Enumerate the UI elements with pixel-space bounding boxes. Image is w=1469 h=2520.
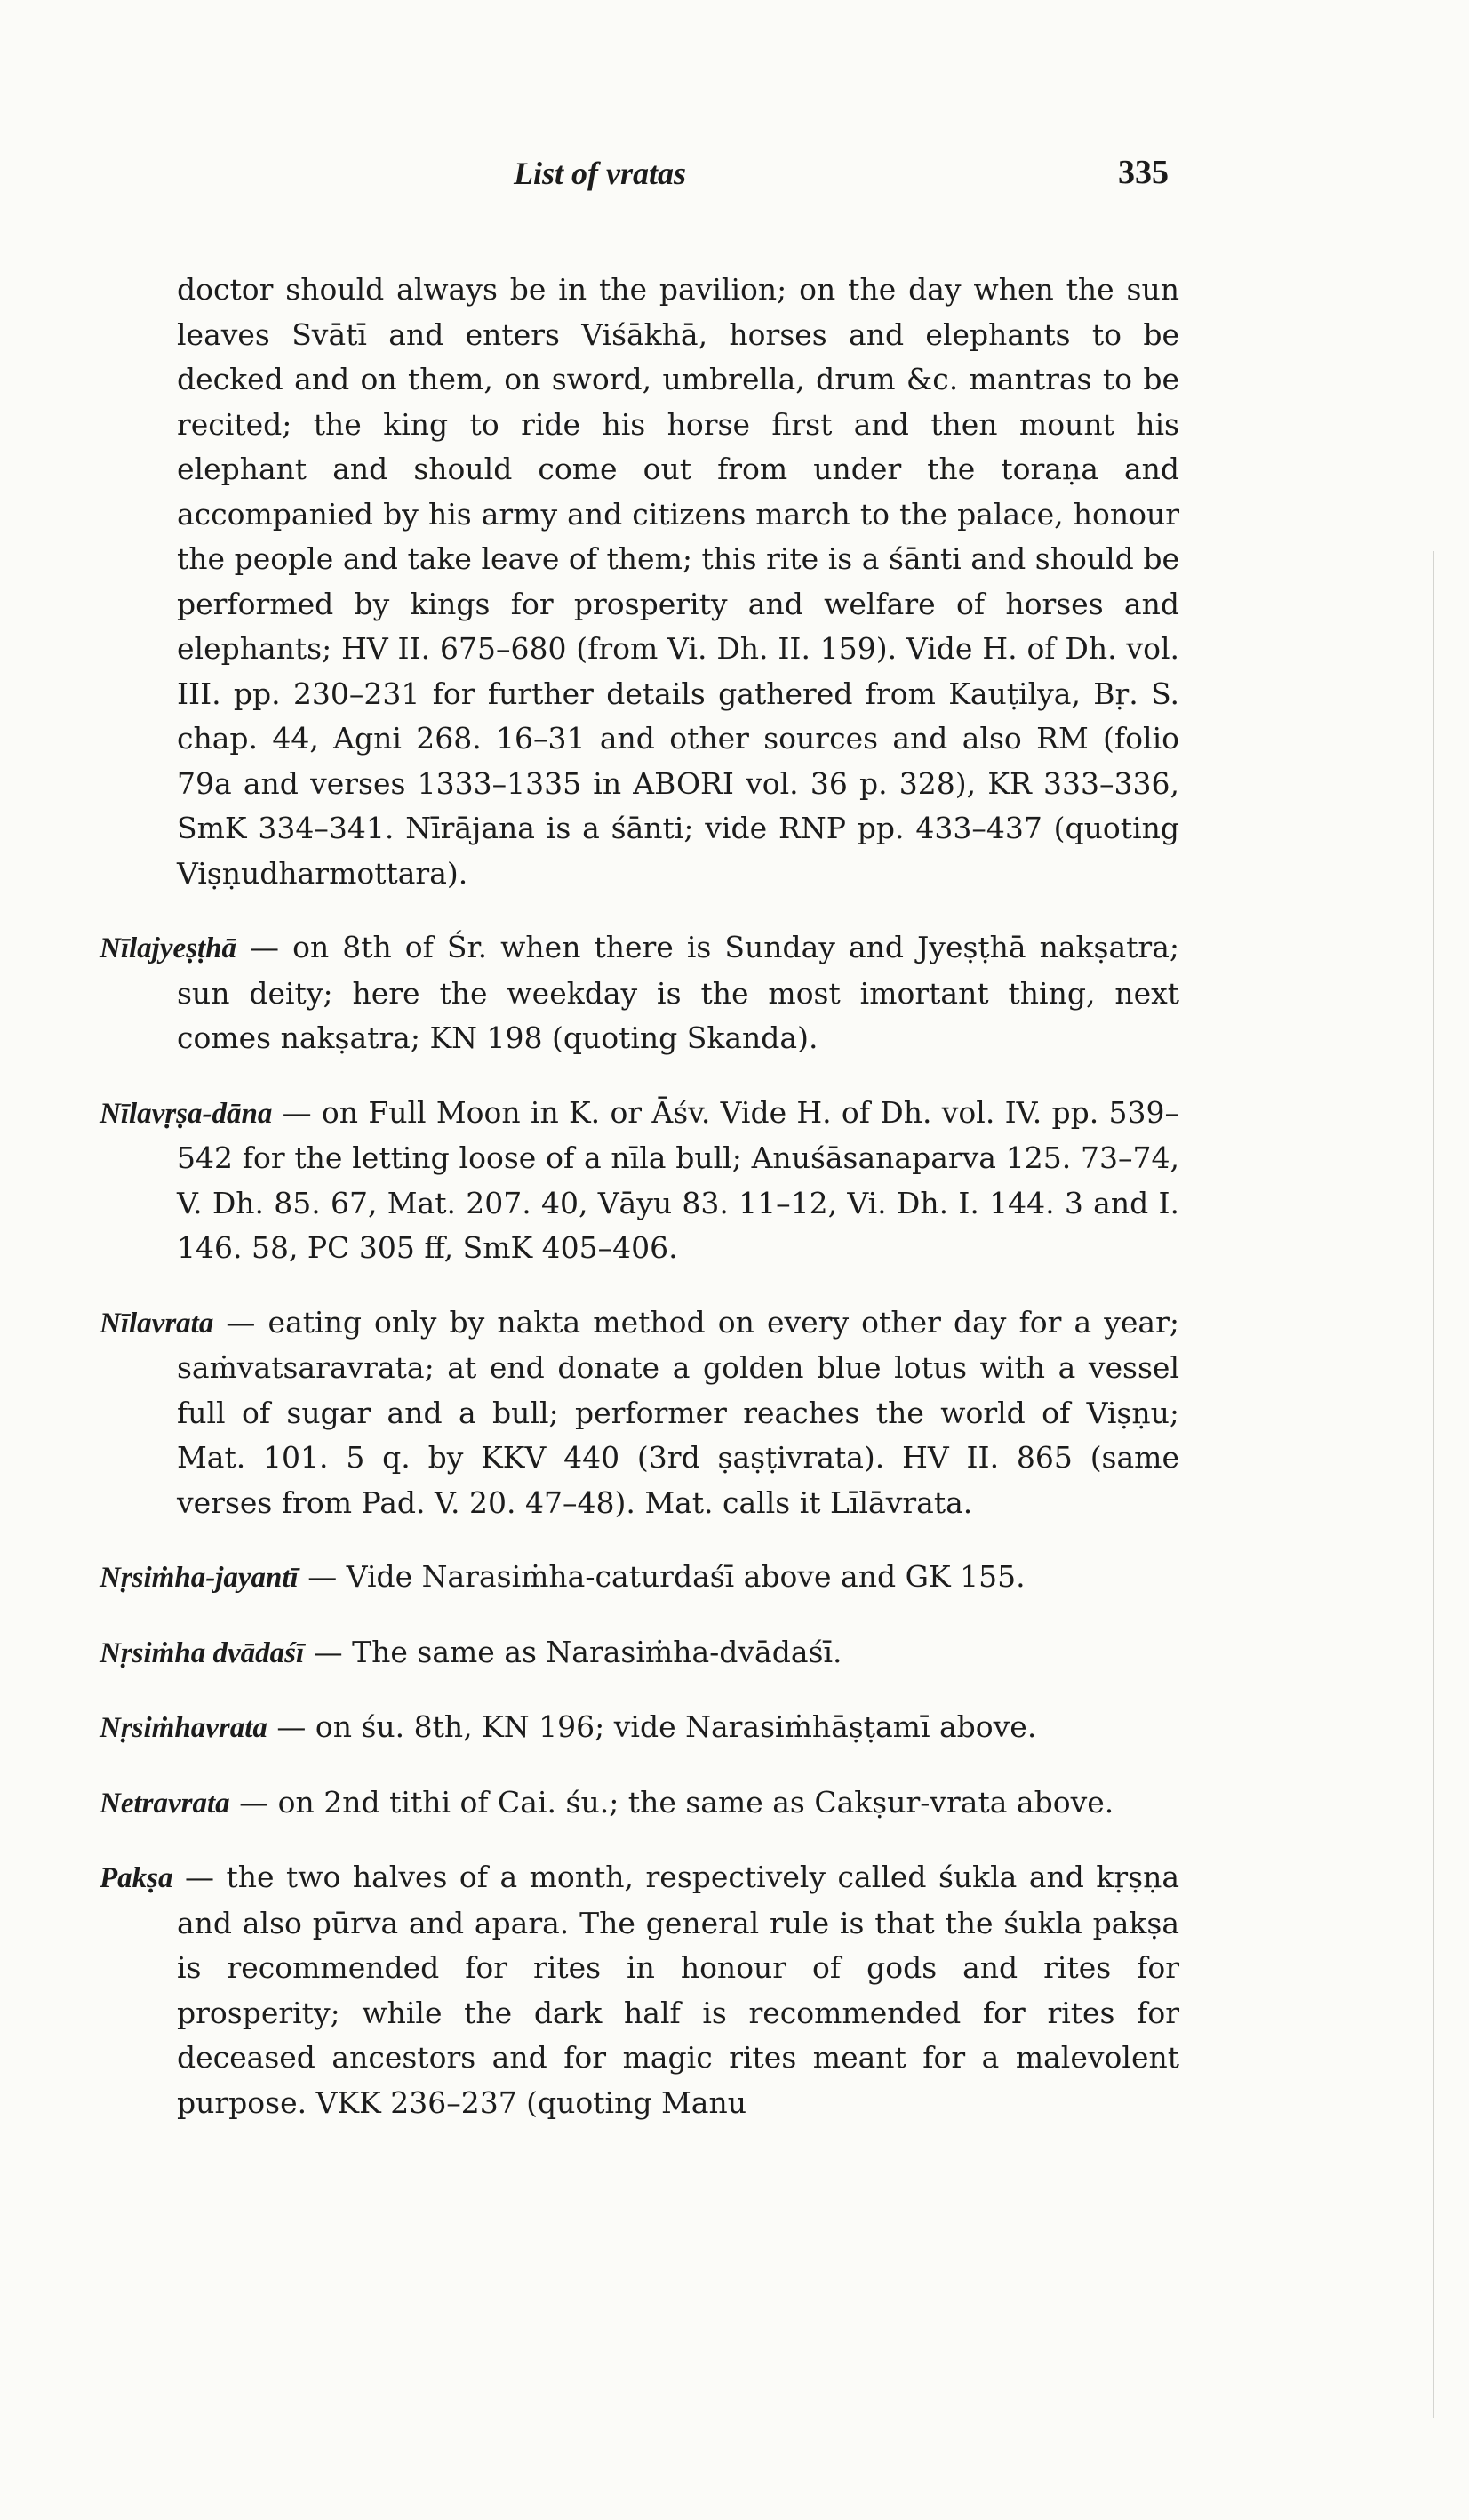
- entry-netravrata: [100, 1780, 1179, 1827]
- entry-headword: Nṛsiṁha-jayantī: [100, 1562, 299, 1594]
- page-header: [0, 149, 1469, 203]
- entry-dash: —: [229, 1784, 278, 1820]
- dictionary-body: [100, 238, 1179, 2146]
- page-edge-shadow: [1433, 551, 1434, 2418]
- entry-text: The same as Narasiṁha-dvādaśī.: [352, 1634, 842, 1669]
- entry-text: on śu. 8th, KN 196; vide Narasiṁhāṣṭamī above.: [315, 1709, 1037, 1744]
- entry-headword: Nṛsiṁha dvādaśī: [100, 1636, 305, 1669]
- entry-dash: —: [172, 1860, 227, 1894]
- entry-text: on Full Moon in K. or Āśv. Vide H. of Dh. vol. IV. pp. 539–542 for the letting loose of a nīla bull; Anuśāsanaparva 125. 73–74, V. Dh. 85. 67, Mat. 207. 40, Vāyu 83. 11–12, Vi. Dh. I. 144. 3 and I. 146. 58, PC 305 ff, SmK 405–406.: [177, 1094, 1179, 1265]
- entry-headword: Pakṣa: [100, 1862, 173, 1894]
- entry-nilavrsa-dana: [100, 1091, 1179, 1271]
- entry-text: the two halves of a month, respectively called śukla and kṛṣṇa and also pūrva and apara. The general rule is that the śukla pakṣa is recommended for rites in honour of gods and rites for prosperity; while the dark half is recommended for rites for deceased ancestors and for magic rites meant for a malevolent purpose. VKK 236–237 (quoting Manu: [177, 1860, 1179, 2120]
- entry-nrsimha-jayanti: [100, 1555, 1179, 1601]
- entry-headword: Nīlavrata: [100, 1307, 214, 1340]
- entry-continuation: [100, 268, 1179, 896]
- entry-dash: —: [236, 930, 293, 964]
- entry-text: doctor should always be in the pavilion; on the day when the sun leaves Svātī and enters Viśākhā, horses and elephants to be decked and on them, on sword, umbrella, drum &c. mantras to be recited; the king to ride his horse first and then mount his elephant and should come out from under the toraṇa and accompanied by his army and citizens march to the palace, honour the people and take leave of them; this rite is a śānti and should be performed by kings for prosperity and welfare of horses and elephants; HV II. 675–680 (from Vi. Dh. II. 159). Vide H. of Dh. vol. III. pp. 230–231 for further details gathered from Kauṭilya, Bṛ. S. chap. 44, Agni 268. 16–31 and other sources and also RM (folio 79a and verses 1333–1335 in ABORI vol. 36 p. 328), KR 333–336, SmK 334–341. Nīrājana is a śānti; vide RNP pp. 433–437 (quoting Viṣṇudharmottara).: [177, 272, 1179, 891]
- entry-nrsimha-dvadasi: [100, 1630, 1179, 1676]
- entry-text: on 8th of Śr. when there is Sunday and Jyeṣṭhā nakṣatra; sun deity; here the weekday is the most imortant thing, next comes nakṣatra; KN 198 (quoting Skanda).: [177, 930, 1179, 1055]
- entry-headword: Nīlajyeṣṭhā: [100, 932, 236, 964]
- entry-paksa: [100, 1855, 1179, 2125]
- entry-dash: —: [298, 1559, 347, 1594]
- entry-dash: —: [304, 1634, 353, 1669]
- running-title: List of vratas: [514, 156, 686, 191]
- entry-text: Vide Narasiṁha-caturdaśī above and GK 155.: [346, 1559, 1026, 1594]
- entry-nilavrata: [100, 1300, 1179, 1526]
- entry-dash: —: [272, 1094, 322, 1130]
- entry-text: eating only by nakta method on every other day for a year; saṁvatsaravrata; at end donate a golden blue lotus with a vessel full of sugar and a bull; performer reaches the world of Viṣṇu; Mat. 101. 5 q. by KKV 440 (3rd ṣaṣṭivrata). HV II. 865 (same verses from Pad. V. 20. 47–48). Mat. calls it Līlāvrata.: [177, 1304, 1180, 1520]
- entry-dash: —: [267, 1709, 315, 1744]
- entry-nilajyestha: [100, 925, 1179, 1061]
- entry-dash: —: [213, 1304, 268, 1340]
- entry-text: on 2nd tithi of Cai. śu.; the same as Cakṣur-vrata above.: [277, 1784, 1114, 1820]
- entry-headword: Nīlavṛṣa-dāna: [100, 1097, 273, 1130]
- entry-headword: Nṛsiṁhavrata: [100, 1712, 267, 1744]
- page-number: 335: [1118, 154, 1169, 191]
- entry-nrsimhavrata: [100, 1705, 1179, 1751]
- entry-headword: Netravrata: [100, 1787, 230, 1820]
